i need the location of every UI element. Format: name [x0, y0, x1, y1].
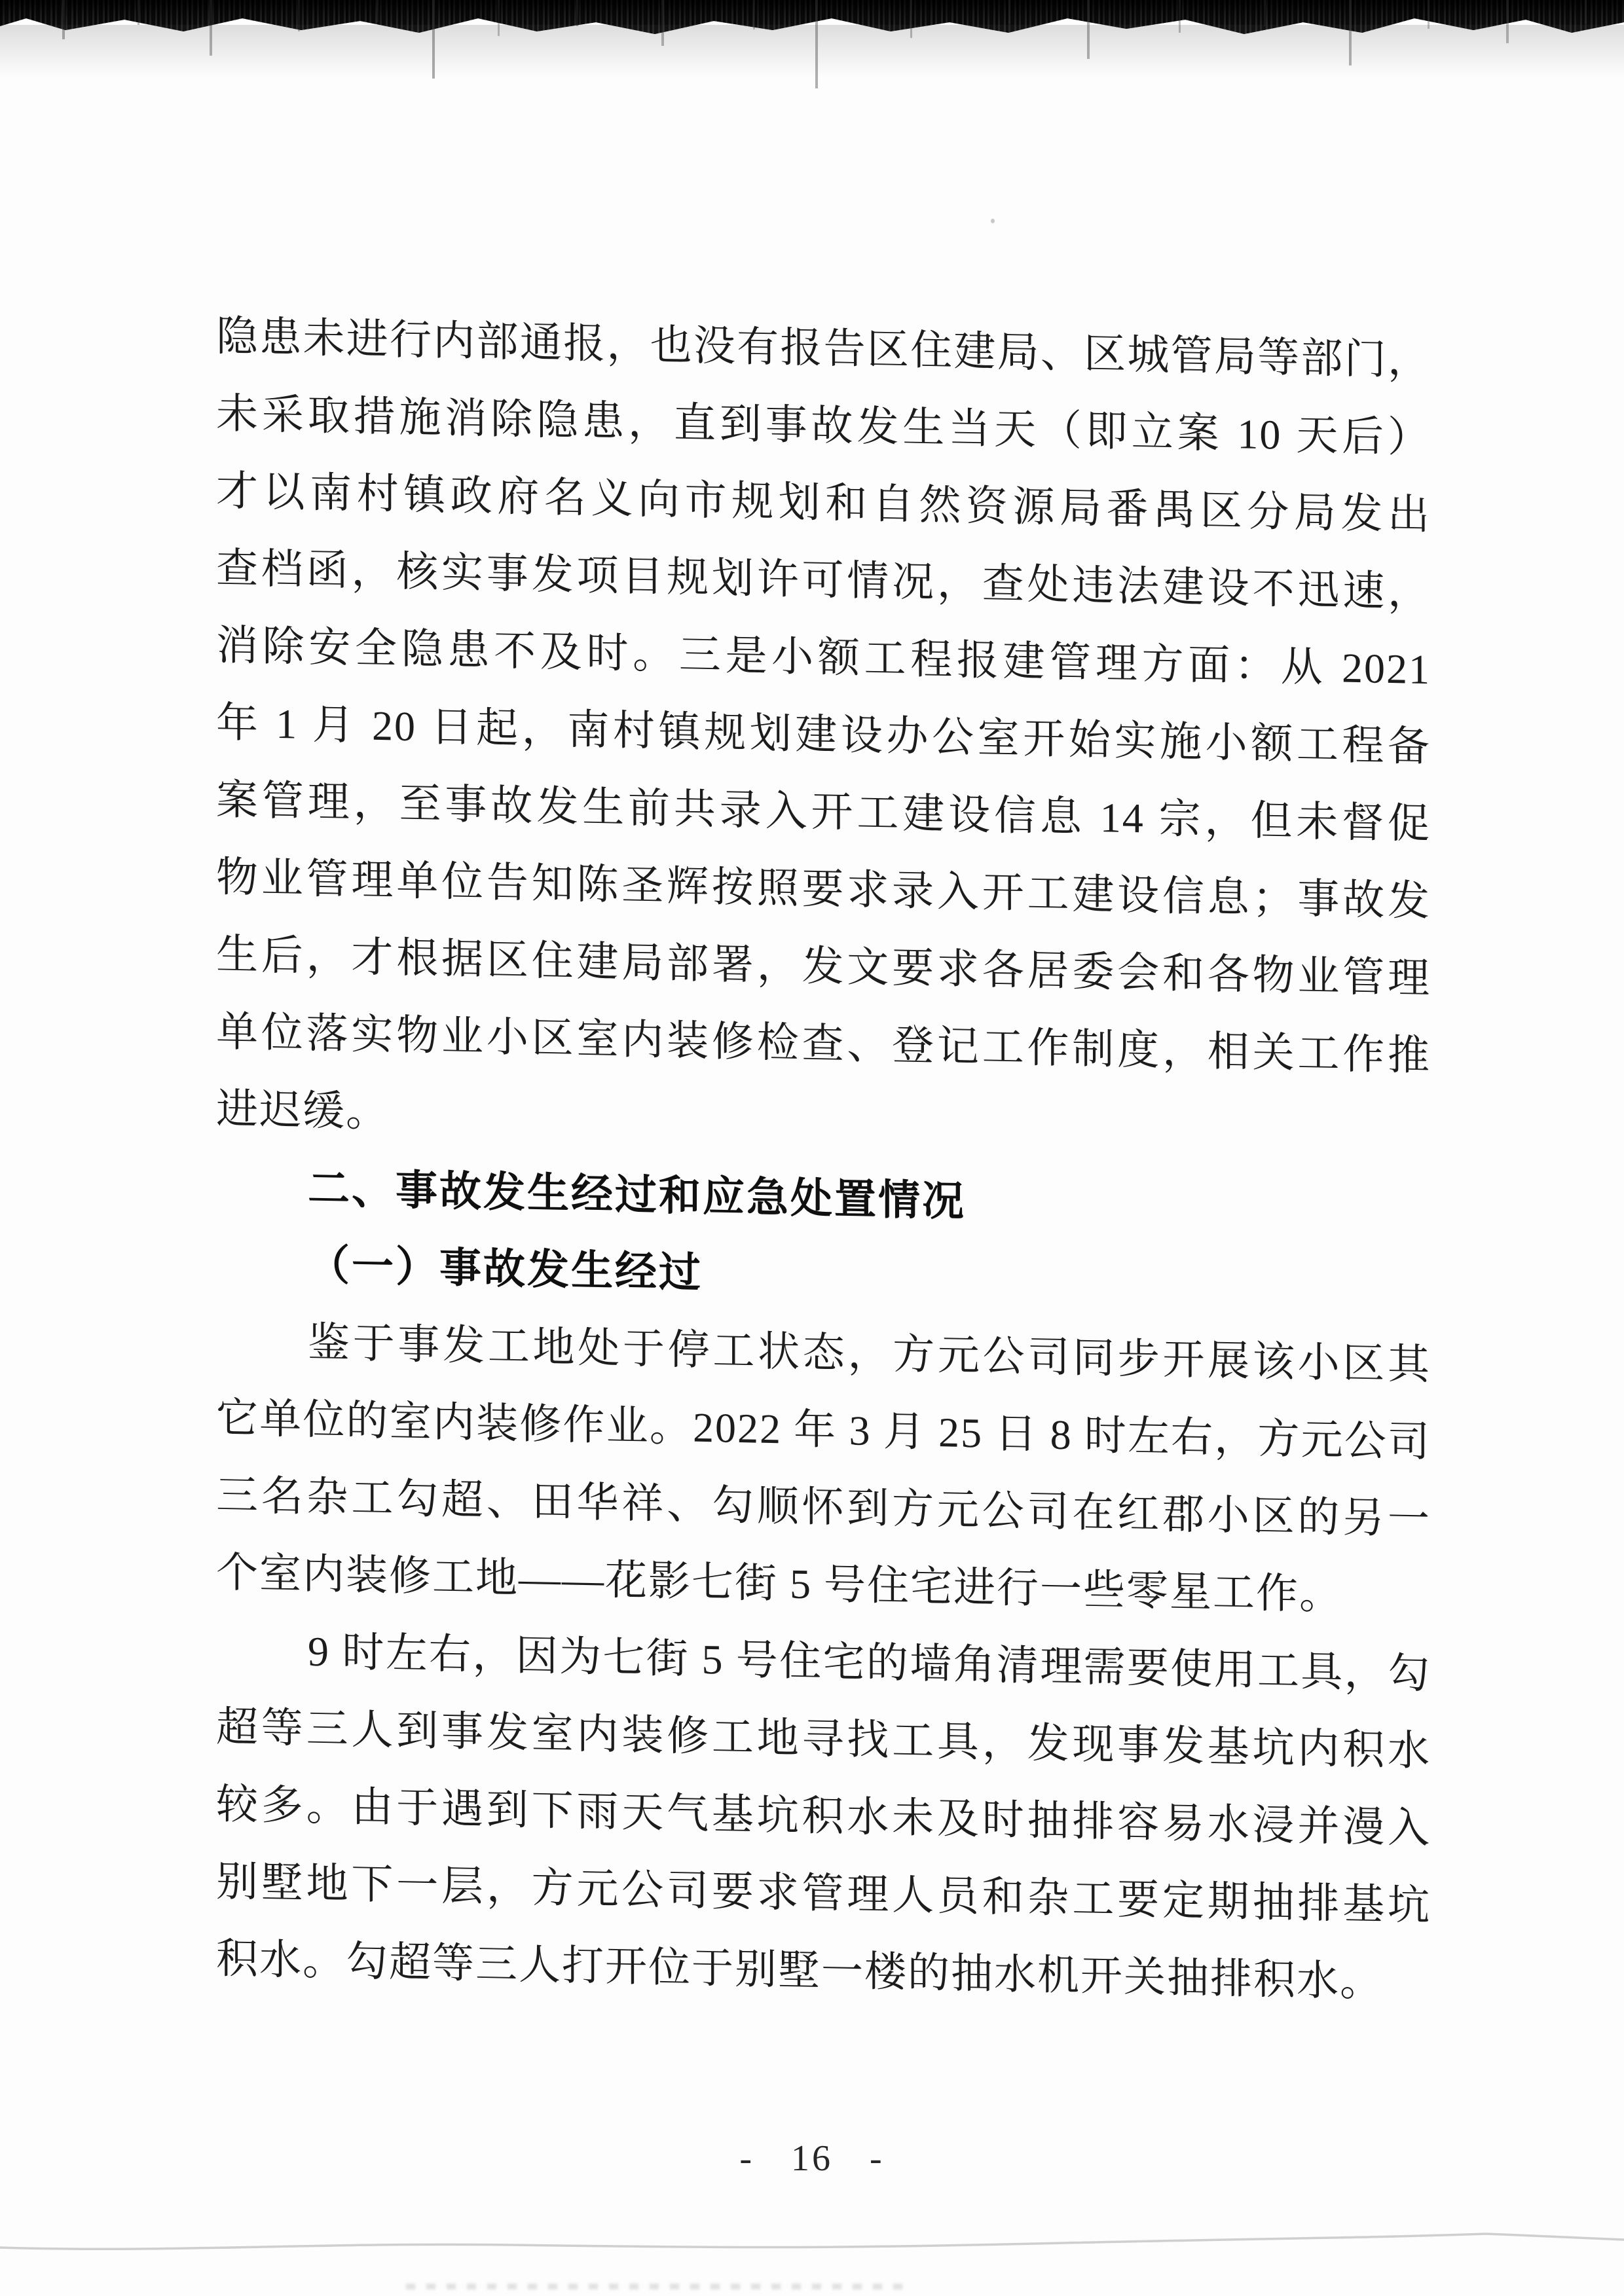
- scan-streak: [498, 0, 500, 36]
- document-text-block: [216, 298, 1431, 2022]
- scan-streak: [815, 0, 818, 88]
- text-line: 积水。勾超等三人打开位于别墅一楼的抽水机开关抽排积水。: [216, 1935, 1383, 2005]
- scan-streak: [753, 0, 755, 29]
- scan-streak: [1585, 0, 1587, 24]
- text-line: 它单位的室内装修作业。2022 年 3 月 25 日 8 时左右，方元公司: [216, 1394, 1431, 1466]
- page-number: - 16 -: [739, 2138, 885, 2179]
- text-line: 三名杂工勾超、田华祥、勾顺怀到方元公司在红郡小区的另一: [216, 1472, 1431, 1543]
- text-line: 9 时左右，因为七街 5 号住宅的墙角清理需要使用工具，勾: [308, 1628, 1431, 1698]
- scan-streak: [1087, 0, 1090, 59]
- text-line: 消除安全隐患不及时。三是小额工程报建管理方面：从 2021: [216, 622, 1431, 693]
- page-edge-path: [0, 2234, 1624, 2249]
- scan-speck: [991, 219, 995, 223]
- heading-section-2: 二、事故发生经过和应急处置情况: [308, 1164, 966, 1225]
- text-line: 物业管理单位告知陈圣辉按照要求录入开工建设信息；事故发: [216, 854, 1431, 925]
- scan-bottom-noise: [406, 2284, 904, 2289]
- scan-streak: [138, 0, 139, 25]
- page-edge-line: [0, 2223, 1624, 2269]
- scan-streak: [432, 0, 435, 79]
- scan-streak: [62, 0, 65, 39]
- scan-streak: [377, 0, 378, 22]
- scan-streak: [298, 0, 300, 31]
- scan-streak: [1506, 0, 1509, 43]
- text-line: 鉴于事发工地处于停工状态，方元公司同步开展该小区其: [308, 1319, 1431, 1389]
- scan-streak: [1008, 0, 1010, 24]
- text-line: 才以南村镇政府名义向市规划和自然资源局番禺区分局发出: [216, 467, 1431, 539]
- scan-streak: [1428, 0, 1430, 29]
- scan-edge-fade: [0, 25, 1624, 77]
- text-line: 隐患未进行内部通报，也没有报告区住建局、区城管局等部门，: [216, 313, 1431, 384]
- scan-streak: [576, 0, 578, 26]
- text-line: 别墅地下一层，方元公司要求管理人员和杂工要定期抽排基坑: [216, 1858, 1431, 1929]
- text-line: 年 1 月 20 日起，南村镇规划建设办公室开始实施小额工程备: [216, 699, 1431, 771]
- scan-streak: [1349, 0, 1352, 65]
- text-line: 超等三人到事发室内装修工地寻找工具，发现事发基坑内积水: [216, 1704, 1431, 1775]
- text-line: 未采取措施消除隐患，直到事故发生当天（即立案 10 天后）: [216, 390, 1431, 462]
- scan-streak: [210, 0, 212, 56]
- text-line: 案管理，至事故发生前共录入开工建设信息 14 宗，但未督促: [216, 776, 1431, 848]
- text-line: 单位落实物业小区室内装修检查、登记工作制度，相关工作推: [216, 1008, 1431, 1080]
- text-line: 查档函，核实事发项目规划许可情况，查处违法建设不迅速，: [216, 545, 1431, 616]
- scan-streak: [1179, 0, 1181, 33]
- scan-streak: [910, 0, 912, 38]
- scan-streak: [661, 0, 664, 46]
- text-line: 个室内装修工地——花影七街 5 号住宅进行一些零星工作。: [216, 1549, 1342, 1618]
- text-line: 较多。由于遇到下雨天气基坑积水未及时抽排容易水浸并漫入: [216, 1781, 1431, 1852]
- text-line: 进迟缓。: [216, 1085, 389, 1136]
- scan-streak: [1264, 0, 1266, 26]
- text-line: 生后，才根据区住建局部署，发文要求各居委会和各物业管理: [216, 931, 1431, 1002]
- heading-subsection-1: （一）事故发生经过: [308, 1241, 703, 1296]
